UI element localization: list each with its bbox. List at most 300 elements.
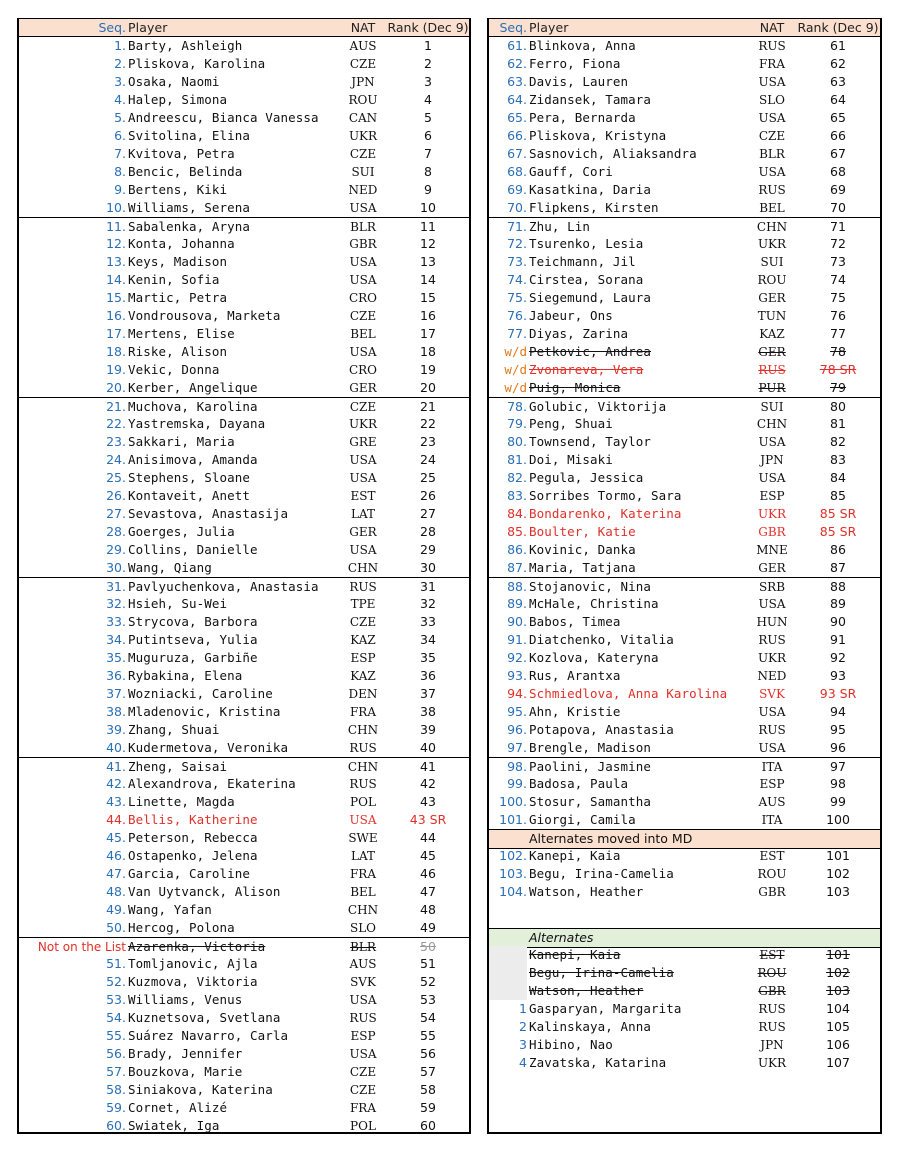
table-row [489, 55, 880, 73]
nat-code: CZE [349, 57, 377, 71]
rank-header: Rank (Dec 9) [387, 20, 469, 35]
table-row [489, 1018, 880, 1036]
player-name: Tsurenko, Lesia [529, 236, 644, 251]
table-row [19, 379, 469, 397]
player-header: Player [128, 20, 168, 35]
nat-code: LAT [351, 849, 375, 863]
nat-code: BLR [759, 147, 785, 161]
nat-header: NAT [759, 20, 785, 35]
table-row [489, 487, 880, 505]
rank-value: 7 [424, 146, 432, 161]
player-name: Ferro, Fiona [529, 56, 621, 71]
seq-cell: 57. [106, 1064, 126, 1079]
seq-cell: 84. [507, 506, 527, 521]
nat-code: CHN [347, 723, 379, 737]
rank-value: 88 [830, 579, 846, 594]
rank-value: 35 [420, 650, 436, 665]
table-row [19, 55, 469, 73]
player-name: Pegula, Jessica [529, 470, 644, 485]
player-name: Schmiedlova, Anna Karolina [529, 686, 728, 701]
rank-value: 30 [420, 560, 436, 575]
seq-header: Seq. [98, 20, 126, 35]
seq-cell: 104. [499, 884, 527, 899]
player-name: Wozniacki, Caroline [128, 686, 273, 701]
nat-code: SLO [758, 93, 786, 107]
player-name: Kenin, Sofia [128, 272, 220, 287]
main-draw-list-right [487, 18, 882, 1134]
table-row [19, 739, 469, 757]
table-row [19, 37, 469, 55]
nat-code: ROU [348, 93, 378, 107]
seq-cell: 13. [106, 254, 126, 269]
player-name: Barty, Ashleigh [128, 38, 243, 53]
rank-value: 81 [830, 416, 846, 431]
seq-cell: 7. [114, 146, 126, 161]
rank-value: 78 SR [819, 362, 857, 377]
nat-code: CZE [349, 400, 377, 414]
rank-value: 14 [420, 272, 436, 287]
player-name: Kasatkina, Daria [529, 182, 652, 197]
player-name: Wang, Qiang [128, 560, 212, 575]
player-name: Andreescu, Bianca Vanessa [128, 110, 319, 125]
nat-code: GBR [758, 984, 786, 998]
table-row [489, 397, 880, 416]
rank-value: 76 [830, 308, 846, 323]
nat-code: NED [348, 183, 378, 197]
table-row [19, 235, 469, 253]
player-name: Puig, Monica [529, 380, 621, 395]
rank-value: 31 [420, 579, 436, 594]
table-row [489, 559, 880, 577]
seq-cell: 17. [106, 326, 126, 341]
seq-cell: 49. [106, 902, 126, 917]
rank-value: 64 [830, 92, 846, 107]
rank-value: 2 [424, 56, 432, 71]
table-row [489, 577, 880, 596]
table-row [19, 109, 469, 127]
rank-value: 61 [830, 38, 846, 53]
table-row [19, 721, 469, 739]
rank-value: 28 [420, 524, 436, 539]
player-name: Golubic, Viktorija [529, 399, 667, 414]
nat-code: GER [758, 561, 786, 575]
player-name: Kozlova, Kateryna [529, 650, 659, 665]
player-name: Cirstea, Sorana [529, 272, 644, 287]
table-row [19, 613, 469, 631]
nat-code: GBR [349, 237, 377, 251]
table-row [19, 577, 469, 596]
seq-cell: w/d [504, 362, 527, 377]
player-name: Zidansek, Tamara [529, 92, 652, 107]
table-row [489, 523, 880, 541]
nat-code: MNE [756, 543, 788, 557]
section-alternates [489, 928, 880, 948]
seq-cell: 4 [519, 1055, 527, 1070]
player-name: Svitolina, Elina [128, 128, 251, 143]
seq-cell: 74. [507, 272, 527, 287]
nat-code: TUN [757, 309, 787, 323]
seq-cell: 97. [507, 740, 527, 755]
table-row [489, 37, 880, 55]
nat-code: USA [349, 345, 377, 359]
rank-value: 91 [830, 632, 846, 647]
seq-cell: 38. [106, 704, 126, 719]
rank-value: 60 [420, 1118, 436, 1133]
seq-cell: 59. [106, 1100, 126, 1115]
nat-code: ROU [757, 966, 787, 980]
rank-value: 29 [420, 542, 436, 557]
seq-cell: 65. [507, 110, 527, 125]
player-name: Suárez Navarro, Carla [128, 1028, 289, 1043]
table-row [19, 1117, 469, 1135]
nat-code: RUS [349, 741, 377, 755]
player-name: Paolini, Jasmine [529, 759, 652, 774]
nat-code: SUI [760, 255, 784, 269]
seq-cell [489, 982, 527, 1000]
table-row [19, 1081, 469, 1099]
player-name: Ostapenko, Jelena [128, 848, 258, 863]
nat-code: USA [758, 741, 786, 755]
rank-value: 46 [420, 866, 436, 881]
player-name: Potapova, Anastasia [529, 722, 674, 737]
nat-code: SUI [351, 165, 375, 179]
player-name: Begu, Irina-Camelia [529, 965, 674, 980]
table-row [19, 865, 469, 883]
rank-value: 101 [826, 947, 850, 962]
player-name: Siegemund, Laura [529, 290, 652, 305]
table-row [19, 793, 469, 811]
player-name: Rus, Arantxa [529, 668, 621, 683]
nat-code: AUS [349, 39, 377, 53]
seq-cell: 72. [507, 236, 527, 251]
table-row [19, 127, 469, 145]
nat-code: CHN [347, 760, 379, 774]
table-row [489, 541, 880, 559]
seq-cell: 47. [106, 866, 126, 881]
player-name: Peng, Shuai [529, 416, 613, 431]
rank-value: 6 [424, 128, 432, 143]
table-row [489, 793, 880, 811]
seq-cell: 90. [507, 614, 527, 629]
player-name: Kovinic, Danka [529, 542, 636, 557]
nat-code: ESP [350, 651, 376, 665]
seq-cell: 63. [507, 74, 527, 89]
seq-cell: 93. [507, 668, 527, 683]
section-moved-into-md [489, 829, 880, 849]
rank-value: 62 [830, 56, 846, 71]
table-row [19, 757, 469, 776]
table-row [489, 847, 880, 865]
player-name: Gasparyan, Margarita [529, 1001, 682, 1016]
rank-value: 12 [420, 236, 436, 251]
player-name: Kalinskaya, Anna [529, 1019, 652, 1034]
seq-cell: 82. [507, 470, 527, 485]
seq-cell: 32. [106, 596, 126, 611]
seq-cell: 1. [114, 38, 126, 53]
player-name: Stephens, Sloane [128, 470, 251, 485]
seq-cell: 45. [106, 830, 126, 845]
rank-value: 52 [420, 974, 436, 989]
rank-value: 58 [420, 1082, 436, 1097]
table-row [489, 433, 880, 451]
seq-cell: 29. [106, 542, 126, 557]
rank-value: 98 [830, 776, 846, 791]
nat-code: BEL [759, 201, 785, 215]
section-title: Alternates [529, 930, 594, 945]
nat-code: UKR [757, 237, 787, 251]
player-name: Hibino, Nao [529, 1037, 613, 1052]
table-row [19, 685, 469, 703]
rank-value: 47 [420, 884, 436, 899]
player-name: Flipkens, Kirsten [529, 200, 659, 215]
table-row [489, 883, 880, 901]
section-title: Alternates moved into MD [529, 831, 693, 846]
seq-cell: Not on the List [37, 940, 126, 954]
nat-code: UKR [757, 651, 787, 665]
seq-cell: 75. [507, 290, 527, 305]
table-row [19, 361, 469, 379]
nat-code: SWE [348, 831, 378, 845]
nat-code: GER [349, 381, 377, 395]
table-row [19, 631, 469, 649]
rank-value: 70 [830, 200, 846, 215]
seq-cell: 52. [106, 974, 126, 989]
player-name: Williams, Venus [128, 992, 243, 1007]
player-name: Cornet, Alizé [128, 1100, 228, 1115]
player-name: Zheng, Saisai [128, 759, 228, 774]
rank-value: 50 [420, 939, 436, 954]
rank-value: 103 [826, 884, 850, 899]
seq-cell: 18. [106, 344, 126, 359]
rank-value: 17 [420, 326, 436, 341]
rank-value: 41 [420, 759, 436, 774]
nat-code: AUS [758, 795, 786, 809]
nat-code: RUS [758, 723, 786, 737]
player-name: Bencic, Belinda [128, 164, 243, 179]
rank-value: 67 [830, 146, 846, 161]
rank-value: 32 [420, 596, 436, 611]
rank-value: 101 [826, 848, 850, 863]
player-name: Mladenovic, Kristina [128, 704, 281, 719]
seq-cell: 91. [507, 632, 527, 647]
table-row [489, 307, 880, 325]
nat-code: USA [349, 255, 377, 269]
table-row [489, 1054, 880, 1072]
player-name: Kerber, Angelique [128, 380, 258, 395]
player-name: Kuzmova, Viktoria [128, 974, 258, 989]
nat-code: JPN [351, 75, 375, 89]
table-row [489, 235, 880, 253]
rank-value: 74 [830, 272, 846, 287]
rank-value: 90 [830, 614, 846, 629]
seq-cell: 94. [507, 686, 527, 701]
player-name: Tomljanovic, Ajla [128, 956, 258, 971]
nat-code: USA [349, 813, 377, 827]
rank-value: 4 [424, 92, 432, 107]
nat-code: USA [349, 471, 377, 485]
player-name: Linette, Magda [128, 794, 235, 809]
nat-code: CAN [348, 111, 378, 125]
table-row [489, 865, 880, 883]
nat-code: GER [758, 345, 786, 359]
rank-value: 53 [420, 992, 436, 1007]
rank-value: 25 [420, 470, 436, 485]
table-row [489, 982, 880, 1000]
table-row [19, 325, 469, 343]
nat-code: FRA [349, 1101, 377, 1115]
rank-value: 11 [420, 219, 436, 234]
nat-code: JPN [760, 453, 784, 467]
player-name: Hsieh, Su-Wei [128, 596, 228, 611]
seq-cell: w/d [504, 344, 527, 359]
nat-code: USA [758, 75, 786, 89]
table-row [489, 91, 880, 109]
table-row [489, 469, 880, 487]
seq-cell: 80. [507, 434, 527, 449]
nat-code: CZE [349, 1065, 377, 1079]
player-name: Halep, Simona [128, 92, 228, 107]
player-name: Kvitova, Petra [128, 146, 235, 161]
rank-value: 27 [420, 506, 436, 521]
player-name: Bondarenko, Katerina [529, 506, 682, 521]
player-name: Petkovic, Andrea [529, 344, 652, 359]
table-row [489, 775, 880, 793]
rank-value: 22 [420, 416, 436, 431]
rank-value: 51 [420, 956, 436, 971]
rank-value: 45 [420, 848, 436, 863]
table-row [489, 271, 880, 289]
seq-cell: 14. [106, 272, 126, 287]
seq-cell: 26. [106, 488, 126, 503]
seq-cell: 101. [499, 812, 527, 827]
nat-code: USA [758, 705, 786, 719]
seq-cell: 79. [507, 416, 527, 431]
table-row [489, 199, 880, 217]
seq-cell: w/d [504, 380, 527, 395]
table-row [489, 325, 880, 343]
nat-code: FRA [758, 57, 786, 71]
seq-cell: 64. [507, 92, 527, 107]
table-row [489, 964, 880, 982]
player-name: Mertens, Elise [128, 326, 235, 341]
player-name: Zhang, Shuai [128, 722, 220, 737]
rank-value: 72 [830, 236, 846, 251]
player-name: Babos, Timea [529, 614, 621, 629]
player-name: Osaka, Naomi [128, 74, 220, 89]
player-name: Muguruza, Garbiñe [128, 650, 258, 665]
nat-code: UKR [757, 1056, 787, 1070]
main-draw-list-left [17, 18, 471, 1134]
rank-value: 71 [830, 219, 846, 234]
rank-value: 48 [420, 902, 436, 917]
player-name: Stojanovic, Nina [529, 579, 652, 594]
rank-value: 80 [830, 399, 846, 414]
table-row [19, 199, 469, 217]
table-row [19, 1009, 469, 1027]
player-name: McHale, Christina [529, 596, 659, 611]
seq-cell: 19. [106, 362, 126, 377]
table-row [489, 1036, 880, 1054]
rank-value: 93 SR [819, 686, 857, 701]
seq-cell: 34. [106, 632, 126, 647]
rank-value: 59 [420, 1100, 436, 1115]
seq-cell: 69. [507, 182, 527, 197]
table-row [489, 667, 880, 685]
table-row [489, 505, 880, 523]
player-name: Gauff, Cori [529, 164, 613, 179]
table-row [19, 559, 469, 577]
table-row [489, 343, 880, 361]
rank-value: 69 [830, 182, 846, 197]
player-header: Player [529, 20, 569, 35]
rank-value: 65 [830, 110, 846, 125]
player-name: Van Uytvanck, Alison [128, 884, 281, 899]
seq-header: Seq. [499, 20, 527, 35]
seq-cell: 53. [106, 992, 126, 1007]
rank-value: 106 [826, 1037, 850, 1052]
nat-code: CHN [347, 561, 379, 575]
seq-cell: 24. [106, 452, 126, 467]
seq-cell: 25. [106, 470, 126, 485]
table-row [19, 811, 469, 829]
player-name: Pera, Bernarda [529, 110, 636, 125]
seq-cell: 76. [507, 308, 527, 323]
player-name: Siniakova, Katerina [128, 1082, 273, 1097]
nat-code: GER [349, 525, 377, 539]
rank-value: 105 [826, 1019, 850, 1034]
table-row [489, 1000, 880, 1018]
nat-code: CZE [758, 129, 786, 143]
nat-code: SLO [349, 921, 377, 935]
rank-header: Rank (Dec 9) [797, 20, 879, 35]
nat-code: USA [349, 201, 377, 215]
rank-value: 95 [830, 722, 846, 737]
player-name: Kontaveit, Anett [128, 488, 251, 503]
table-row [19, 901, 469, 919]
nat-code: EST [759, 948, 785, 962]
nat-code: RUS [349, 1011, 377, 1025]
rank-value: 39 [420, 722, 436, 737]
table-row [489, 757, 880, 776]
nat-code: USA [758, 597, 786, 611]
nat-code: USA [349, 993, 377, 1007]
nat-code: RUS [758, 183, 786, 197]
seq-cell: 20. [106, 380, 126, 395]
seq-cell: 100. [499, 794, 527, 809]
player-name: Zhu, Lin [529, 219, 591, 234]
player-name: Begu, Irina-Camelia [529, 866, 674, 881]
player-name: Sasnovich, Aliaksandra [529, 146, 697, 161]
nat-code: ROU [757, 867, 787, 881]
player-name: Williams, Serena [128, 200, 251, 215]
rank-value: 24 [420, 452, 436, 467]
rank-value: 1 [424, 38, 432, 53]
nat-code: USA [349, 543, 377, 557]
rank-value: 42 [420, 776, 436, 791]
player-name: Brady, Jennifer [128, 1046, 243, 1061]
rank-value: 85 SR [819, 524, 857, 539]
player-name: Townsend, Taylor [529, 434, 652, 449]
seq-cell: 31. [106, 579, 126, 594]
rank-value: 49 [420, 920, 436, 935]
player-name: Riske, Alison [128, 344, 228, 359]
seq-cell: 21. [106, 399, 126, 414]
table-row [19, 937, 469, 956]
rank-value: 57 [420, 1064, 436, 1079]
seq-cell: 9. [114, 182, 126, 197]
nat-code: CZE [349, 147, 377, 161]
seq-cell [489, 964, 527, 982]
